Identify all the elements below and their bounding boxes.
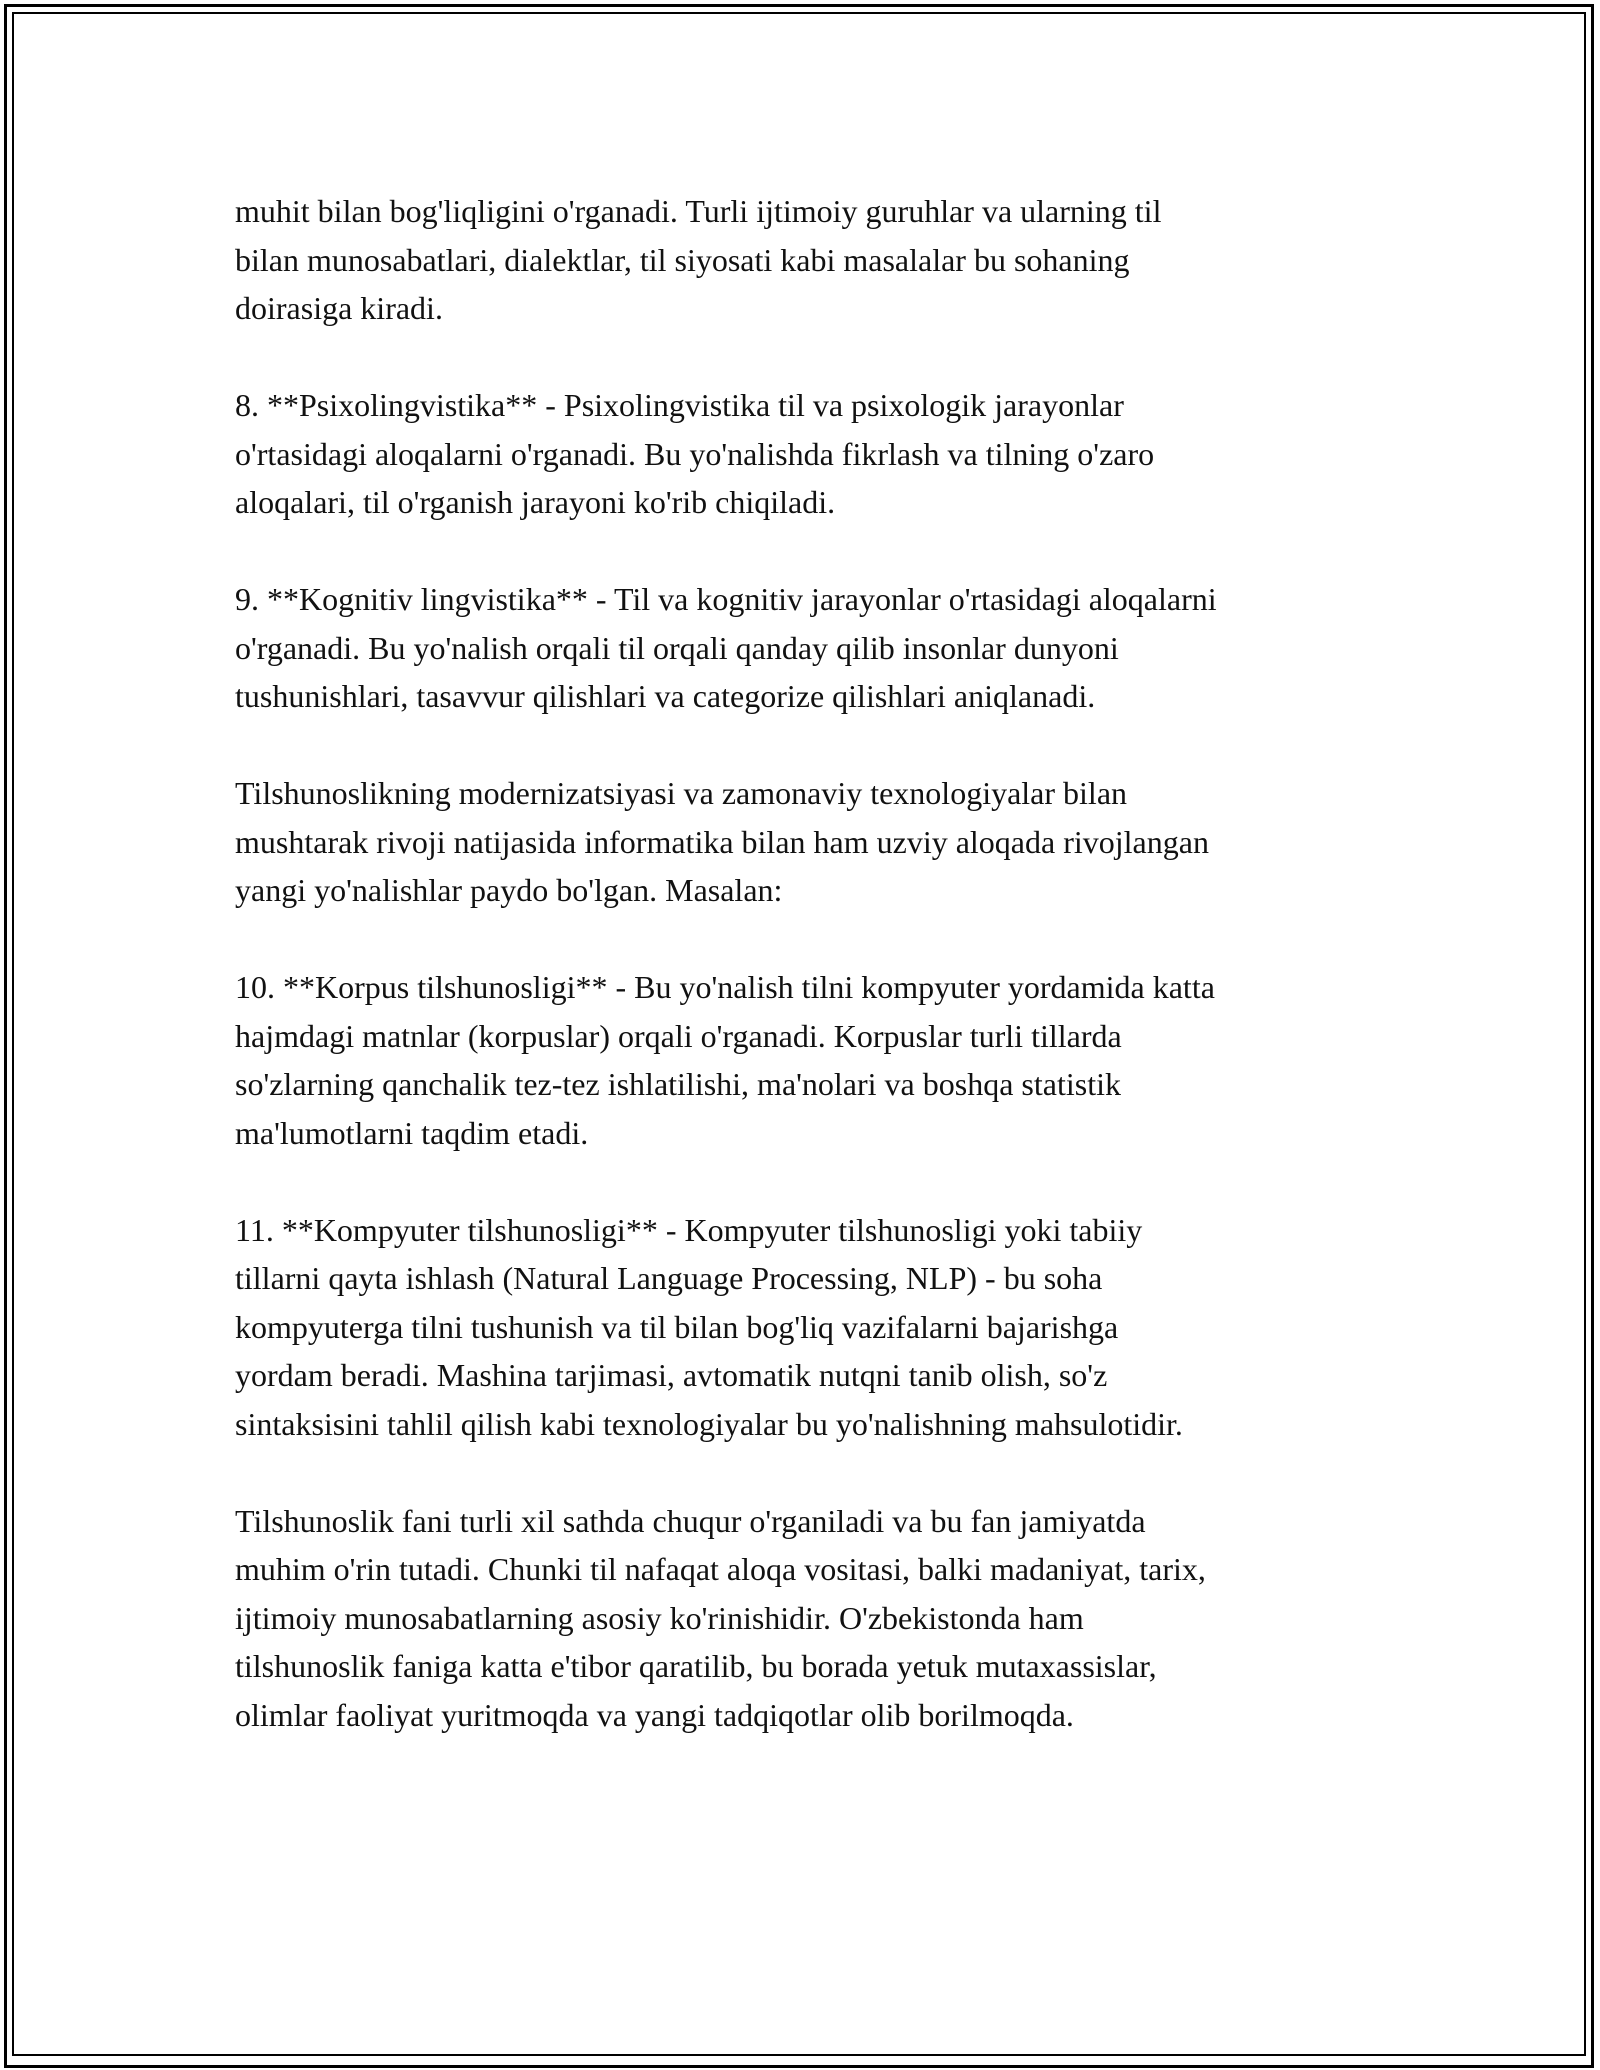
text-line: olimlar faoliyat yuritmoqda va yangi tadqiqotlar olib borilmoqda. — [235, 1696, 1074, 1733]
text-line: o'rganadi. Bu yo'nalish orqali til orqali qanday qilib insonlar dunyoni — [235, 629, 1119, 666]
text-line: hajmdagi matnlar (korpuslar) orqali o'rganadi. Korpuslar turli tillarda — [235, 1017, 1122, 1054]
paragraph-computational-linguistics — [235, 1206, 1375, 1449]
document-body — [235, 187, 1375, 1788]
text-line: 11. **Kompyuter tilshunosligi** - Kompyuter tilshunosligi yoki tabiiy — [235, 1211, 1143, 1248]
text-line: o'rtasidagi aloqalarni o'rganadi. Bu yo'nalishda fikrlash va tilning o'zaro — [235, 435, 1155, 472]
text-line: tilshunoslik faniga katta e'tibor qaratilib, bu borada yetuk mutaxassislar, — [235, 1648, 1157, 1684]
paragraph-modernization — [235, 769, 1375, 915]
paragraph-cognitive-linguistics — [235, 575, 1375, 721]
text-line: kompyuterga tilni tushunish va til bilan bog'liq vazifalarni bajarishga — [235, 1308, 1119, 1345]
paragraph-conclusion — [235, 1497, 1375, 1740]
text-line: 8. **Psixolingvistika** - Psixolingvistika til va psixologik jarayonlar — [235, 387, 1124, 423]
text-line: yordam beradi. Mashina tarjimasi, avtomatik nutqni tanib olish, so'z — [235, 1357, 1108, 1393]
text-line: so'zlarning qanchalik tez-tez ishlatilishi, ma'nolari va boshqa statistik — [235, 1066, 1121, 1102]
text-line: ma'lumotlarni taqdim etadi. — [235, 1114, 589, 1151]
text-line: yangi yo'nalishlar paydo bo'lgan. Masalan: — [235, 872, 783, 908]
paragraph-corpus-linguistics — [235, 963, 1375, 1157]
paragraph-sociolinguistics-continued — [235, 187, 1375, 333]
text-line: 10. **Korpus tilshunosligi** - Bu yo'nalish tilni kompyuter yordamida katta — [235, 969, 1215, 1005]
text-line: muhim o'rin tutadi. Chunki til nafaqat aloqa vositasi, balki madaniyat, tarix, — [235, 1551, 1206, 1587]
text-line: tillarni qayta ishlash (Natural Language Processing, NLP) - bu soha — [235, 1260, 1103, 1296]
paragraph-psycholinguistics — [235, 381, 1375, 527]
text-line: 9. **Kognitiv lingvistika** - Til va kognitiv jarayonlar o'rtasidagi aloqalarni — [235, 581, 1217, 617]
text-line: muhit bilan bog'liqligini o'rganadi. Turli ijtimoiy guruhlar va ularning til — [235, 193, 1162, 229]
text-line: doirasiga kiradi. — [235, 290, 443, 326]
text-line: bilan munosabatlari, dialektlar, til siyosati kabi masalalar bu sohaning — [235, 241, 1130, 278]
text-line: aloqalari, til o'rganish jarayoni ko'rib chiqiladi. — [235, 484, 836, 520]
text-line: Tilshunoslik fani turli xil sathda chuqur o'rganiladi va bu fan jamiyatda — [235, 1502, 1146, 1539]
text-line: Tilshunoslikning modernizatsiyasi va zamonaviy texnologiyalar bilan — [235, 775, 1128, 811]
text-line: ijtimoiy munosabatlarning asosiy ko'rinishidir. O'zbekistonda ham — [235, 1599, 1084, 1636]
text-line: tushunishlari, tasavvur qilishlari va categorize qilishlari aniqlanadi. — [235, 678, 1096, 714]
text-line: sintaksisini tahlil qilish kabi texnologiyalar bu yo'nalishning mahsulotidir. — [235, 1405, 1183, 1442]
text-line: mushtarak rivoji natijasida informatika bilan ham uzviy aloqada rivojlangan — [235, 823, 1209, 860]
